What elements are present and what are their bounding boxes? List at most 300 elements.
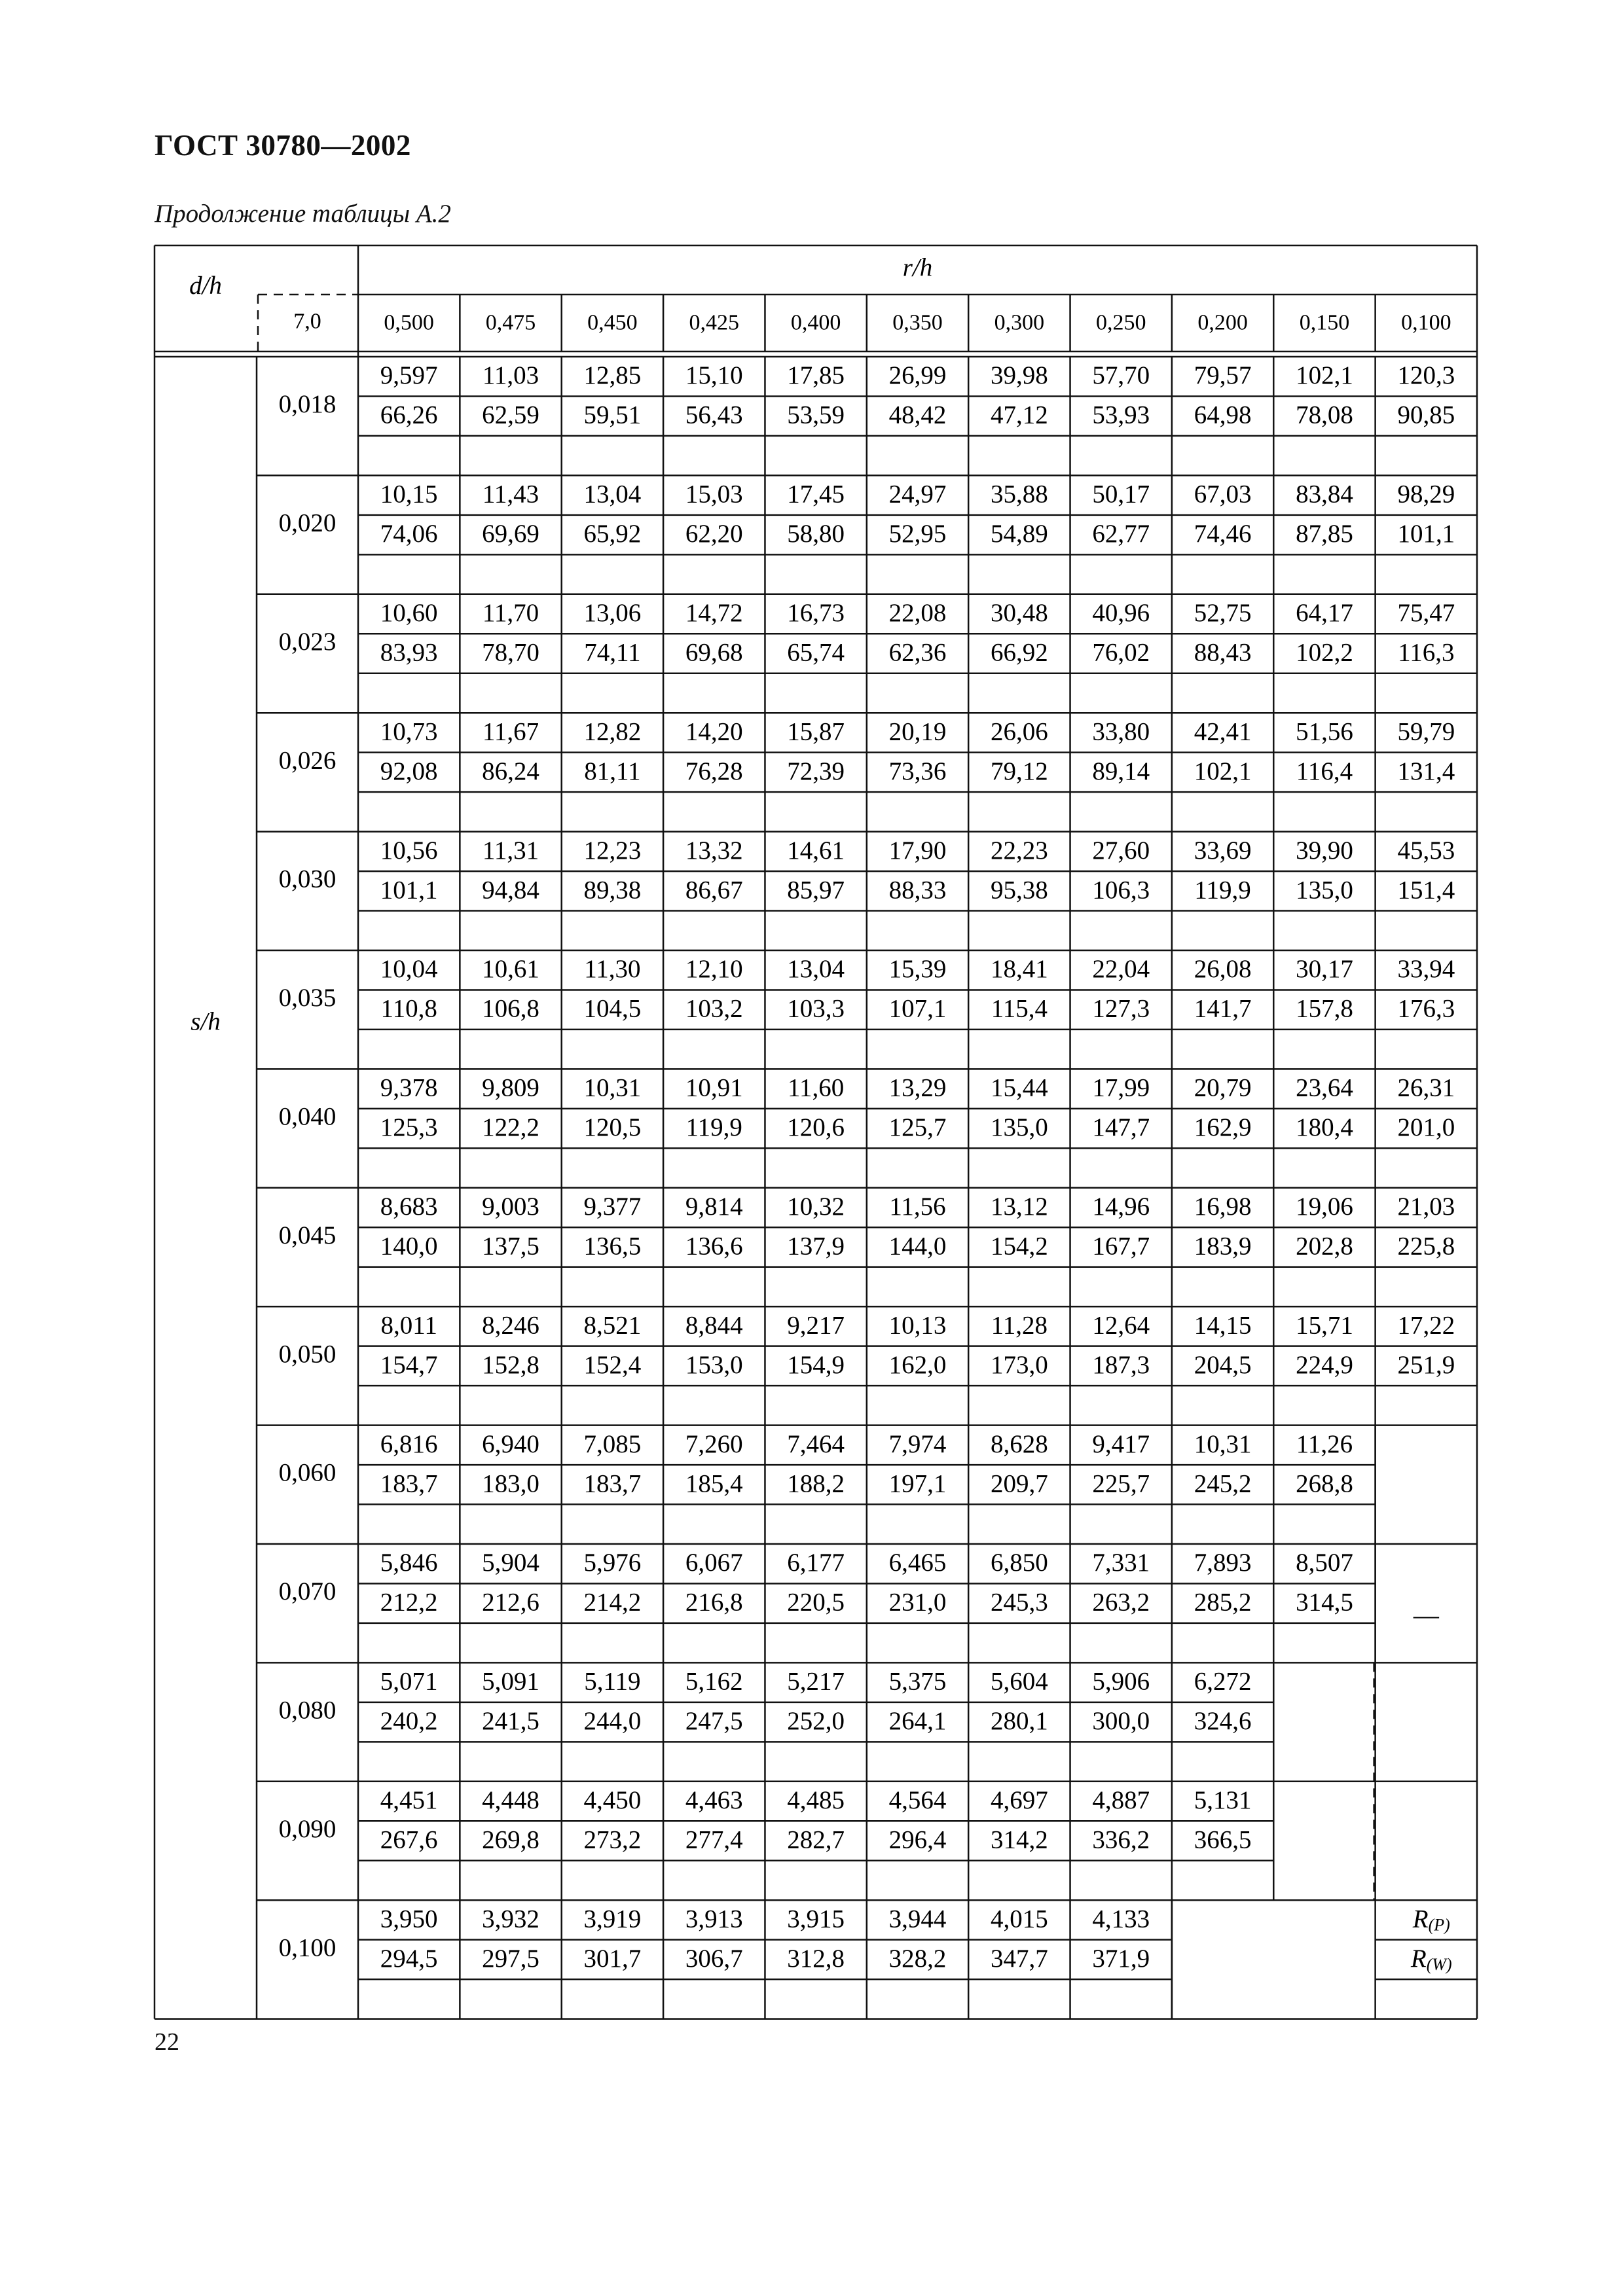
cell-value-bottom: 306,7 <box>685 1944 743 1973</box>
cell-value-top: 11,56 <box>889 1192 946 1221</box>
column-header: 0,425 <box>689 310 740 335</box>
cell-value-top: 5,604 <box>990 1667 1048 1696</box>
cell-value-top: 98,29 <box>1397 480 1455 509</box>
cell-value-bottom: 297,5 <box>482 1944 539 1973</box>
cell-value-bottom: 144,0 <box>888 1232 947 1261</box>
cell-value-top: 15,44 <box>990 1073 1048 1102</box>
cell-value-bottom: 69,68 <box>685 638 743 667</box>
cell-value-top: 5,375 <box>888 1667 947 1696</box>
cell-value-bottom: 76,28 <box>685 757 743 785</box>
cell-value-bottom: 125,7 <box>888 1113 947 1142</box>
cell-value-top: 14,72 <box>685 598 743 627</box>
cell-value-top: 9,814 <box>685 1192 743 1221</box>
cell-value-bottom: 263,2 <box>1092 1588 1150 1617</box>
cell-value-bottom: 167,7 <box>1092 1232 1150 1261</box>
cell-value-top: 5,906 <box>1092 1667 1150 1696</box>
cell-value-bottom: 162,9 <box>1194 1113 1252 1142</box>
cell-value-bottom: 366,5 <box>1194 1825 1252 1854</box>
cell-value-top: 79,57 <box>1194 361 1252 390</box>
cell-value-top: 16,73 <box>787 598 845 627</box>
cell-value-bottom: 127,3 <box>1092 994 1150 1023</box>
cell-value-top: 10,73 <box>380 717 438 746</box>
cell-value-bottom: 106,3 <box>1092 876 1150 905</box>
column-header: 0,100 <box>1401 310 1451 335</box>
cell-value-bottom: 183,7 <box>583 1469 642 1498</box>
cell-value-bottom: 135,0 <box>1296 876 1353 905</box>
cell-value-bottom: 78,70 <box>482 638 539 667</box>
cell-value-top: 21,03 <box>1397 1192 1455 1221</box>
cell-value-bottom: 280,1 <box>990 1707 1048 1736</box>
cell-value-top: 39,98 <box>990 361 1048 390</box>
cell-value-bottom: 267,6 <box>380 1825 438 1854</box>
cell-value-bottom: 119,9 <box>1194 876 1251 905</box>
cell-value-top: 6,177 <box>787 1549 845 1577</box>
cell-value-bottom: 119,9 <box>685 1113 742 1142</box>
cell-value-top: 22,08 <box>888 598 947 627</box>
s-value-label: 0,023 <box>278 627 337 656</box>
cell-value-bottom: 120,5 <box>583 1113 642 1142</box>
cell-value-bottom: 314,5 <box>1296 1588 1353 1617</box>
cell-value-top: 24,97 <box>888 480 947 509</box>
cell-value-bottom: 328,2 <box>888 1944 947 1973</box>
cell-value-bottom: 245,3 <box>990 1588 1048 1617</box>
cell-value-bottom: 66,92 <box>990 638 1048 667</box>
cell-value-bottom: 86,67 <box>685 876 743 905</box>
s-value-label: 0,080 <box>278 1696 337 1725</box>
cell-value-top: 39,90 <box>1296 836 1353 865</box>
cell-value-bottom: 154,2 <box>990 1232 1048 1261</box>
cell-value-bottom: 185,4 <box>685 1469 743 1498</box>
cell-value-bottom: 296,4 <box>888 1825 947 1854</box>
cell-value-bottom: 78,08 <box>1296 401 1353 429</box>
cell-value-top: 10,61 <box>482 955 539 984</box>
column-header: 0,250 <box>1095 310 1146 335</box>
legend-rw: $R_{(W)}$ <box>1410 1944 1452 1974</box>
cell-value-bottom: 245,2 <box>1194 1469 1252 1498</box>
cell-value-top: 14,61 <box>787 836 845 865</box>
s-value-label: 0,045 <box>278 1221 337 1249</box>
cell-value-top: 9,377 <box>583 1192 642 1221</box>
cell-value-bottom: 85,97 <box>787 876 845 905</box>
cell-value-top: 75,47 <box>1397 598 1455 627</box>
cell-value-bottom: 136,6 <box>685 1232 743 1261</box>
cell-value-bottom: 220,5 <box>787 1588 845 1617</box>
cell-value-bottom: 56,43 <box>685 401 743 429</box>
cell-value-bottom: 244,0 <box>583 1707 642 1736</box>
cell-value-top: 7,464 <box>787 1429 845 1458</box>
s-value-label: 0,035 <box>278 984 337 1013</box>
cell-value-bottom: 125,3 <box>380 1113 438 1142</box>
cell-value-top: 27,60 <box>1092 836 1150 865</box>
cell-value-bottom: 81,11 <box>584 757 641 785</box>
cell-value-top: 11,31 <box>482 836 539 865</box>
table-caption: Продолжение таблицы А.2 <box>155 200 451 228</box>
cell-value-bottom: 140,0 <box>380 1232 438 1261</box>
cell-value-bottom: 212,2 <box>380 1588 438 1617</box>
cell-value-top: 13,32 <box>685 836 743 865</box>
cell-value-bottom: 251,9 <box>1397 1350 1455 1379</box>
cell-value-bottom: 152,8 <box>482 1350 539 1379</box>
cell-value-top: 59,79 <box>1397 717 1455 746</box>
cell-value-bottom: 52,95 <box>888 520 947 548</box>
cell-value-top: 16,98 <box>1194 1192 1252 1221</box>
cell-value-bottom: 209,7 <box>990 1469 1048 1498</box>
cell-value-top: 3,950 <box>380 1905 438 1933</box>
cell-value-bottom: 183,7 <box>380 1469 438 1498</box>
cell-value-top: 10,91 <box>685 1073 743 1102</box>
cell-value-top: 9,809 <box>482 1073 539 1102</box>
column-header: 0,300 <box>994 310 1045 335</box>
cell-value-top: 15,39 <box>888 955 947 984</box>
cell-value-top: 8,844 <box>685 1311 743 1340</box>
cell-value-bottom: 300,0 <box>1092 1707 1150 1736</box>
cell-value-bottom: 347,7 <box>990 1944 1048 1973</box>
cell-value-top: 4,451 <box>380 1785 438 1814</box>
s-value-label: 0,070 <box>278 1577 337 1606</box>
cell-value-top: 15,87 <box>787 717 845 746</box>
cell-value-top: 4,887 <box>1092 1785 1150 1814</box>
cell-value-top: 12,23 <box>583 836 642 865</box>
cell-value-top: 30,17 <box>1296 955 1353 984</box>
cell-value-top: 19,06 <box>1296 1192 1353 1221</box>
cell-value-top: 14,96 <box>1092 1192 1150 1221</box>
cell-value-top: 9,417 <box>1092 1429 1150 1458</box>
cell-value-top: 11,70 <box>482 598 539 627</box>
cell-value-top: 4,015 <box>990 1905 1048 1933</box>
cell-value-top: 33,80 <box>1092 717 1150 746</box>
cell-value-bottom: 62,20 <box>685 520 743 548</box>
cell-value-bottom: 336,2 <box>1092 1825 1150 1854</box>
cell-value-bottom: 83,93 <box>380 638 438 667</box>
cell-value-top: 26,31 <box>1397 1073 1455 1102</box>
cell-value-bottom: 69,69 <box>482 520 539 548</box>
cell-value-top: 17,45 <box>787 480 845 509</box>
cell-value-bottom: 188,2 <box>787 1469 845 1498</box>
cell-value-bottom: 74,46 <box>1194 520 1252 548</box>
cell-value-top: 7,974 <box>888 1429 947 1458</box>
cell-value-bottom: 216,8 <box>685 1588 743 1617</box>
cell-value-bottom: 94,84 <box>482 876 539 905</box>
cell-value-top: 11,67 <box>482 717 539 746</box>
cell-value-top: 9,217 <box>787 1311 845 1340</box>
cell-value-bottom: 162,0 <box>888 1350 947 1379</box>
cell-value-top: 17,22 <box>1397 1311 1455 1340</box>
cell-value-top: 6,067 <box>685 1549 743 1577</box>
cell-value-bottom: 104,5 <box>583 994 642 1023</box>
cell-value-top: 14,20 <box>685 717 743 746</box>
cell-value-bottom: 89,38 <box>583 876 642 905</box>
cell-value-bottom: 103,3 <box>787 994 845 1023</box>
cell-value-top: 10,15 <box>380 480 438 509</box>
cell-value-bottom: 62,36 <box>888 638 947 667</box>
cell-value-bottom: 92,08 <box>380 757 438 785</box>
cell-value-bottom: 301,7 <box>583 1944 642 1973</box>
cell-value-top: 10,04 <box>380 955 438 984</box>
cell-value-top: 83,84 <box>1296 480 1353 509</box>
cell-value-bottom: 89,14 <box>1092 757 1150 785</box>
cell-value-bottom: 76,02 <box>1092 638 1150 667</box>
cell-value-bottom: 224,9 <box>1296 1350 1353 1379</box>
cell-value-bottom: 136,5 <box>583 1232 642 1261</box>
cell-value-bottom: 102,2 <box>1296 638 1353 667</box>
cell-value-bottom: 371,9 <box>1092 1944 1150 1973</box>
cell-value-top: 22,04 <box>1092 955 1150 984</box>
cell-value-top: 11,26 <box>1296 1429 1353 1458</box>
cell-value-top: 12,10 <box>685 955 743 984</box>
cell-value-top: 45,53 <box>1397 836 1455 865</box>
cell-value-bottom: 202,8 <box>1296 1232 1353 1261</box>
cell-value-top: 4,450 <box>583 1785 642 1814</box>
cell-value-bottom: 65,92 <box>583 520 642 548</box>
dash-mark: — <box>1413 1601 1439 1630</box>
column-header: 0,400 <box>790 310 841 335</box>
cell-value-top: 6,850 <box>990 1549 1048 1577</box>
cell-value-bottom: 153,0 <box>685 1350 743 1379</box>
s-value-label: 0,040 <box>278 1102 337 1131</box>
cell-value-bottom: 106,8 <box>482 994 539 1023</box>
cell-value-top: 8,507 <box>1296 1549 1353 1577</box>
cell-value-top: 11,03 <box>482 361 539 390</box>
column-header: 0,450 <box>587 310 638 335</box>
cell-value-bottom: 151,4 <box>1397 876 1455 905</box>
cell-value-top: 13,12 <box>990 1192 1048 1221</box>
table-text <box>189 253 1455 1973</box>
column-header: 0,475 <box>485 310 536 335</box>
cell-value-bottom: 62,77 <box>1092 520 1150 548</box>
cell-value-bottom: 122,2 <box>482 1113 539 1142</box>
cell-value-top: 15,10 <box>685 361 743 390</box>
cell-value-top: 15,03 <box>685 480 743 509</box>
cell-value-top: 64,17 <box>1296 598 1353 627</box>
cell-value-bottom: 225,8 <box>1397 1232 1455 1261</box>
cell-value-top: 4,133 <box>1092 1905 1150 1933</box>
cell-value-top: 6,816 <box>380 1429 438 1458</box>
cell-value-top: 9,378 <box>380 1073 438 1102</box>
cell-value-top: 26,06 <box>990 717 1048 746</box>
cell-value-top: 17,99 <box>1092 1073 1150 1102</box>
cell-value-top: 7,260 <box>685 1429 743 1458</box>
cell-value-top: 14,15 <box>1194 1311 1252 1340</box>
cell-value-top: 40,96 <box>1092 598 1150 627</box>
cell-value-top: 8,683 <box>380 1192 438 1221</box>
cell-value-bottom: 277,4 <box>685 1825 743 1854</box>
cell-value-top: 3,913 <box>685 1905 743 1933</box>
document-title: ГОСТ 30780—2002 <box>155 129 411 162</box>
cell-value-bottom: 110,8 <box>380 994 437 1023</box>
cell-value-top: 10,60 <box>380 598 438 627</box>
cell-value-bottom: 58,80 <box>787 520 845 548</box>
cell-value-bottom: 54,89 <box>990 520 1048 548</box>
cell-value-bottom: 48,42 <box>888 401 947 429</box>
cell-value-bottom: 107,1 <box>888 994 947 1023</box>
cell-value-bottom: 66,26 <box>380 401 438 429</box>
cell-value-bottom: 264,1 <box>888 1707 947 1736</box>
cell-value-top: 5,162 <box>685 1667 743 1696</box>
cell-value-bottom: 154,7 <box>380 1350 438 1379</box>
cell-value-bottom: 137,9 <box>787 1232 845 1261</box>
cell-value-top: 11,43 <box>482 480 539 509</box>
cell-value-top: 13,06 <box>583 598 642 627</box>
cell-value-top: 5,846 <box>380 1549 438 1577</box>
cell-value-top: 4,564 <box>888 1785 947 1814</box>
s-value-label: 0,020 <box>278 509 337 537</box>
column-header: 0,350 <box>892 310 943 335</box>
cell-value-top: 10,31 <box>1194 1429 1252 1458</box>
cell-value-top: 20,79 <box>1194 1073 1252 1102</box>
cell-value-top: 10,13 <box>888 1311 947 1340</box>
cell-value-top: 4,448 <box>482 1785 539 1814</box>
cell-value-bottom: 88,33 <box>888 876 947 905</box>
cell-value-top: 8,011 <box>380 1311 437 1340</box>
s-value-label: 0,060 <box>278 1458 337 1487</box>
cell-value-bottom: 187,3 <box>1092 1350 1150 1379</box>
cell-value-top: 17,90 <box>888 836 947 865</box>
cell-value-top: 6,272 <box>1194 1667 1252 1696</box>
cell-value-top: 10,32 <box>787 1192 845 1221</box>
cell-value-bottom: 225,7 <box>1092 1469 1150 1498</box>
cell-value-top: 5,071 <box>380 1667 438 1696</box>
cell-value-bottom: 241,5 <box>482 1707 539 1736</box>
cell-value-bottom: 131,4 <box>1397 757 1455 785</box>
corner-value: 7,0 <box>293 309 321 334</box>
cell-value-bottom: 47,12 <box>990 401 1048 429</box>
cell-value-top: 23,64 <box>1296 1073 1353 1102</box>
cell-value-top: 8,521 <box>583 1311 642 1340</box>
cell-value-bottom: 294,5 <box>380 1944 438 1973</box>
s-value-label: 0,090 <box>278 1814 337 1843</box>
cell-value-top: 5,976 <box>583 1549 642 1577</box>
cell-value-top: 9,003 <box>482 1192 539 1221</box>
cell-value-bottom: 86,24 <box>482 757 539 785</box>
cell-value-bottom: 116,4 <box>1296 757 1353 785</box>
cell-value-bottom: 214,2 <box>583 1588 642 1617</box>
cell-value-bottom: 72,39 <box>787 757 845 785</box>
cell-value-top: 10,56 <box>380 836 438 865</box>
cell-value-bottom: 74,11 <box>584 638 641 667</box>
cell-value-top: 11,60 <box>787 1073 845 1102</box>
s-value-label: 0,018 <box>278 390 337 419</box>
cell-value-top: 5,217 <box>787 1667 845 1696</box>
cell-value-bottom: 212,6 <box>482 1588 539 1617</box>
cell-value-bottom: 141,7 <box>1194 994 1252 1023</box>
cell-value-top: 8,628 <box>990 1429 1048 1458</box>
page-number: 22 <box>155 2028 179 2056</box>
s-value-label: 0,100 <box>278 1933 337 1962</box>
cell-value-bottom: 137,5 <box>482 1232 539 1261</box>
cell-value-bottom: 173,0 <box>990 1350 1048 1379</box>
cell-value-top: 5,119 <box>584 1667 641 1696</box>
cell-value-bottom: 95,38 <box>990 876 1048 905</box>
legend-rp: $R_{(P)}$ <box>1412 1905 1450 1935</box>
cell-value-bottom: 147,7 <box>1092 1113 1150 1142</box>
cell-value-bottom: 201,0 <box>1397 1113 1455 1142</box>
cell-value-top: 3,932 <box>482 1905 539 1933</box>
cell-value-top: 9,597 <box>380 361 438 390</box>
cell-value-bottom: 183,9 <box>1194 1232 1252 1261</box>
cell-value-bottom: 231,0 <box>888 1588 947 1617</box>
cell-value-top: 35,88 <box>990 480 1048 509</box>
cell-value-bottom: 252,0 <box>787 1707 845 1736</box>
cell-value-bottom: 88,43 <box>1194 638 1252 667</box>
cell-value-top: 13,04 <box>787 955 845 984</box>
cell-value-top: 67,03 <box>1194 480 1252 509</box>
cell-value-top: 6,940 <box>482 1429 539 1458</box>
cell-value-top: 3,944 <box>888 1905 947 1933</box>
cell-value-bottom: 73,36 <box>888 757 947 785</box>
cell-value-top: 12,64 <box>1092 1311 1150 1340</box>
cell-value-bottom: 102,1 <box>1194 757 1252 785</box>
cell-value-bottom: 240,2 <box>380 1707 438 1736</box>
cell-value-bottom: 135,0 <box>990 1113 1048 1142</box>
column-header: 0,500 <box>384 310 434 335</box>
cell-value-top: 57,70 <box>1092 361 1150 390</box>
cell-value-bottom: 180,4 <box>1296 1113 1353 1142</box>
cell-value-top: 7,085 <box>583 1429 642 1458</box>
cell-value-bottom: 247,5 <box>685 1707 743 1736</box>
cell-value-bottom: 273,2 <box>583 1825 642 1854</box>
cell-value-bottom: 64,98 <box>1194 401 1252 429</box>
cell-value-bottom: 87,85 <box>1296 520 1353 548</box>
row-axis-label-sh: s/h <box>191 1007 221 1036</box>
cell-value-bottom: 154,9 <box>787 1350 845 1379</box>
cell-value-bottom: 204,5 <box>1194 1350 1252 1379</box>
cell-value-top: 7,893 <box>1194 1549 1252 1577</box>
cell-value-top: 8,246 <box>482 1311 539 1340</box>
s-value-label: 0,030 <box>278 865 337 893</box>
cell-value-top: 3,919 <box>583 1905 642 1933</box>
column-header: 0,150 <box>1299 310 1350 335</box>
cell-value-top: 5,904 <box>482 1549 539 1577</box>
cell-value-top: 5,131 <box>1194 1785 1252 1814</box>
cell-value-bottom: 103,2 <box>685 994 743 1023</box>
cell-value-bottom: 324,6 <box>1194 1707 1252 1736</box>
corner-label-dh: d/h <box>189 271 222 300</box>
cell-value-top: 11,28 <box>991 1311 1048 1340</box>
cell-value-bottom: 120,6 <box>787 1113 845 1142</box>
cell-value-top: 6,465 <box>888 1549 947 1577</box>
cell-value-bottom: 282,7 <box>787 1825 845 1854</box>
cell-value-top: 26,99 <box>888 361 947 390</box>
cell-value-top: 11,30 <box>584 955 641 984</box>
cell-value-bottom: 183,0 <box>482 1469 539 1498</box>
cell-value-bottom: 269,8 <box>482 1825 539 1854</box>
cell-value-bottom: 59,51 <box>583 401 642 429</box>
cell-value-top: 30,48 <box>990 598 1048 627</box>
cell-value-top: 3,915 <box>787 1905 845 1933</box>
cell-value-top: 120,3 <box>1397 361 1455 390</box>
s-value-label: 0,050 <box>278 1340 337 1369</box>
cell-value-top: 52,75 <box>1194 598 1252 627</box>
cell-value-bottom: 74,06 <box>380 520 438 548</box>
cell-value-bottom: 101,1 <box>380 876 438 905</box>
cell-value-bottom: 115,4 <box>991 994 1048 1023</box>
cell-value-bottom: 90,85 <box>1397 401 1455 429</box>
cell-value-bottom: 101,1 <box>1397 520 1455 548</box>
cell-value-top: 7,331 <box>1092 1549 1150 1577</box>
cell-value-bottom: 285,2 <box>1194 1588 1252 1617</box>
cell-value-top: 51,56 <box>1296 717 1353 746</box>
cell-value-top: 12,82 <box>583 717 642 746</box>
cell-value-top: 50,17 <box>1092 480 1150 509</box>
cell-value-top: 4,485 <box>787 1785 845 1814</box>
cell-value-top: 18,41 <box>990 955 1048 984</box>
cell-value-top: 5,091 <box>482 1667 539 1696</box>
cell-value-top: 17,85 <box>787 361 845 390</box>
cell-value-top: 42,41 <box>1194 717 1252 746</box>
cell-value-bottom: 79,12 <box>990 757 1048 785</box>
cell-value-bottom: 65,74 <box>787 638 845 667</box>
cell-value-top: 102,1 <box>1296 361 1353 390</box>
